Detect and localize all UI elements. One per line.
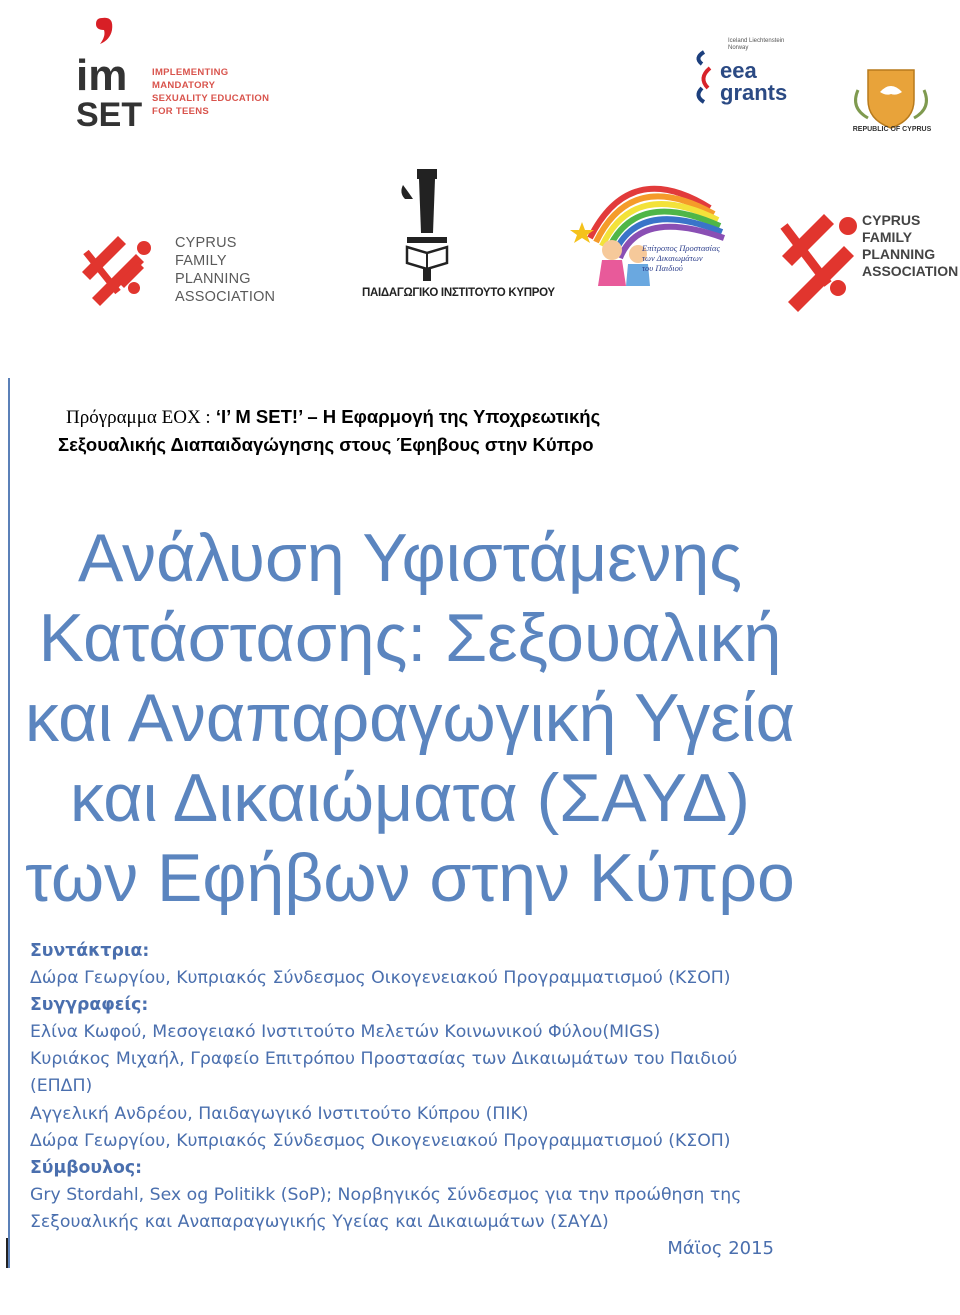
- editor-label: Συντάκτρια:: [30, 941, 150, 961]
- pedagogical-institute-caption: ΠΑΙΔΑΓΩΓΙΚΟ ΙΝΣΤΙΤΟΥΤΟ ΚΥΠΡΟΥ: [362, 287, 555, 299]
- document-title: [0, 518, 820, 918]
- eea-wordmark: eea grants: [720, 58, 788, 105]
- svg-text:SET: SET: [76, 96, 143, 130]
- cfpa-text-right: CYPRUS FAMILY PLANNING ASSOCIATION: [862, 212, 959, 279]
- republic-of-cyprus-caption: REPUBLIC OF CYPRUS: [852, 126, 932, 133]
- program-name: ‘I’ M SET!’ – Η Εφαρμογή της Υποχρεωτικής: [215, 406, 601, 427]
- text-cursor-mark: [6, 1238, 8, 1268]
- publication-date: Μάϊος 2015: [667, 1238, 774, 1259]
- cfpa-logo-right: [778, 206, 858, 316]
- svg-text:im: im: [76, 51, 128, 100]
- title-line: Κατάστασης: Σεξουαλική: [38, 600, 782, 676]
- imset-tagline: IMPLEMENTING MANDATORY SEXUALITY EDUCATION FOR TEENS: [152, 67, 270, 117]
- author-entry: Αγγελική Ανδρέου, Παιδαγωγικό Ινστιτούτο Κύπρου (ΠΙΚ): [30, 1103, 529, 1124]
- childrens-rights-commissioner-text: Επίτροπος Προστασίας των Δικαιωμάτων του Παιδιού: [642, 243, 720, 273]
- pedagogical-institute-logo: [395, 163, 455, 283]
- author-entry: (ΕΠΔΠ): [30, 1076, 93, 1097]
- advisor-entry: Gry Stordahl, Sex og Politikk (SoP); Νορβηγικός Σύνδεσμος για την προώθηση της: [30, 1184, 742, 1205]
- program-line-2: Σεξουαλικής Διαπαιδαγώγησης στους Έφηβους στην Κύπρο: [58, 434, 594, 455]
- cfpa-logo-left: [78, 232, 158, 308]
- title-line: και Αναπαραγωγική Υγεία: [25, 680, 795, 756]
- author-entry: Κυριάκος Μιχαήλ, Γραφείο Επιτρόπου Προστασίας των Δικαιωμάτων του Παιδιού: [30, 1049, 738, 1070]
- cfpa-text-left: CYPRUS FAMILY PLANNING ASSOCIATION: [175, 235, 276, 305]
- imset-logo: [72, 10, 152, 130]
- author-entry: Δώρα Γεωργίου, Κυπριακός Σύνδεσμος Οικογενειακού Προγραμματισμού (ΚΣΟΠ): [30, 1130, 731, 1151]
- author-entry: Ελίνα Κωφού, Μεσογειακό Ινστιτούτο Μελετών Κοινωνικού Φύλου(MIGS): [30, 1022, 661, 1043]
- title-line: των Εφήβων στην Κύπρο: [25, 840, 795, 916]
- advisor-entry: Σεξουαλικής και Αναπαραγωγικής Υγείας και Δικαιωμάτων (ΣΑΥΔ): [30, 1211, 609, 1232]
- program-prefix: Πρόγραμμα ΕΟΧ :: [66, 407, 211, 428]
- eea-donors: Iceland Liechtenstein Norway: [728, 38, 785, 51]
- title-line: Ανάλυση Υφιστάμενης: [77, 520, 743, 596]
- program-line-1: [66, 402, 600, 433]
- credits-block: [30, 938, 930, 1236]
- authors-label: Συγγραφείς:: [30, 995, 149, 1016]
- editor-name: Δώρα Γεωργίου, Κυπριακός Σύνδεσμος Οικογενειακού Προγραμματισμού (ΚΣΟΠ): [30, 968, 731, 989]
- advisor-label: Σύμβουλος:: [30, 1157, 143, 1178]
- title-line: και Δικαιώματα (ΣΑΥΔ): [70, 760, 750, 836]
